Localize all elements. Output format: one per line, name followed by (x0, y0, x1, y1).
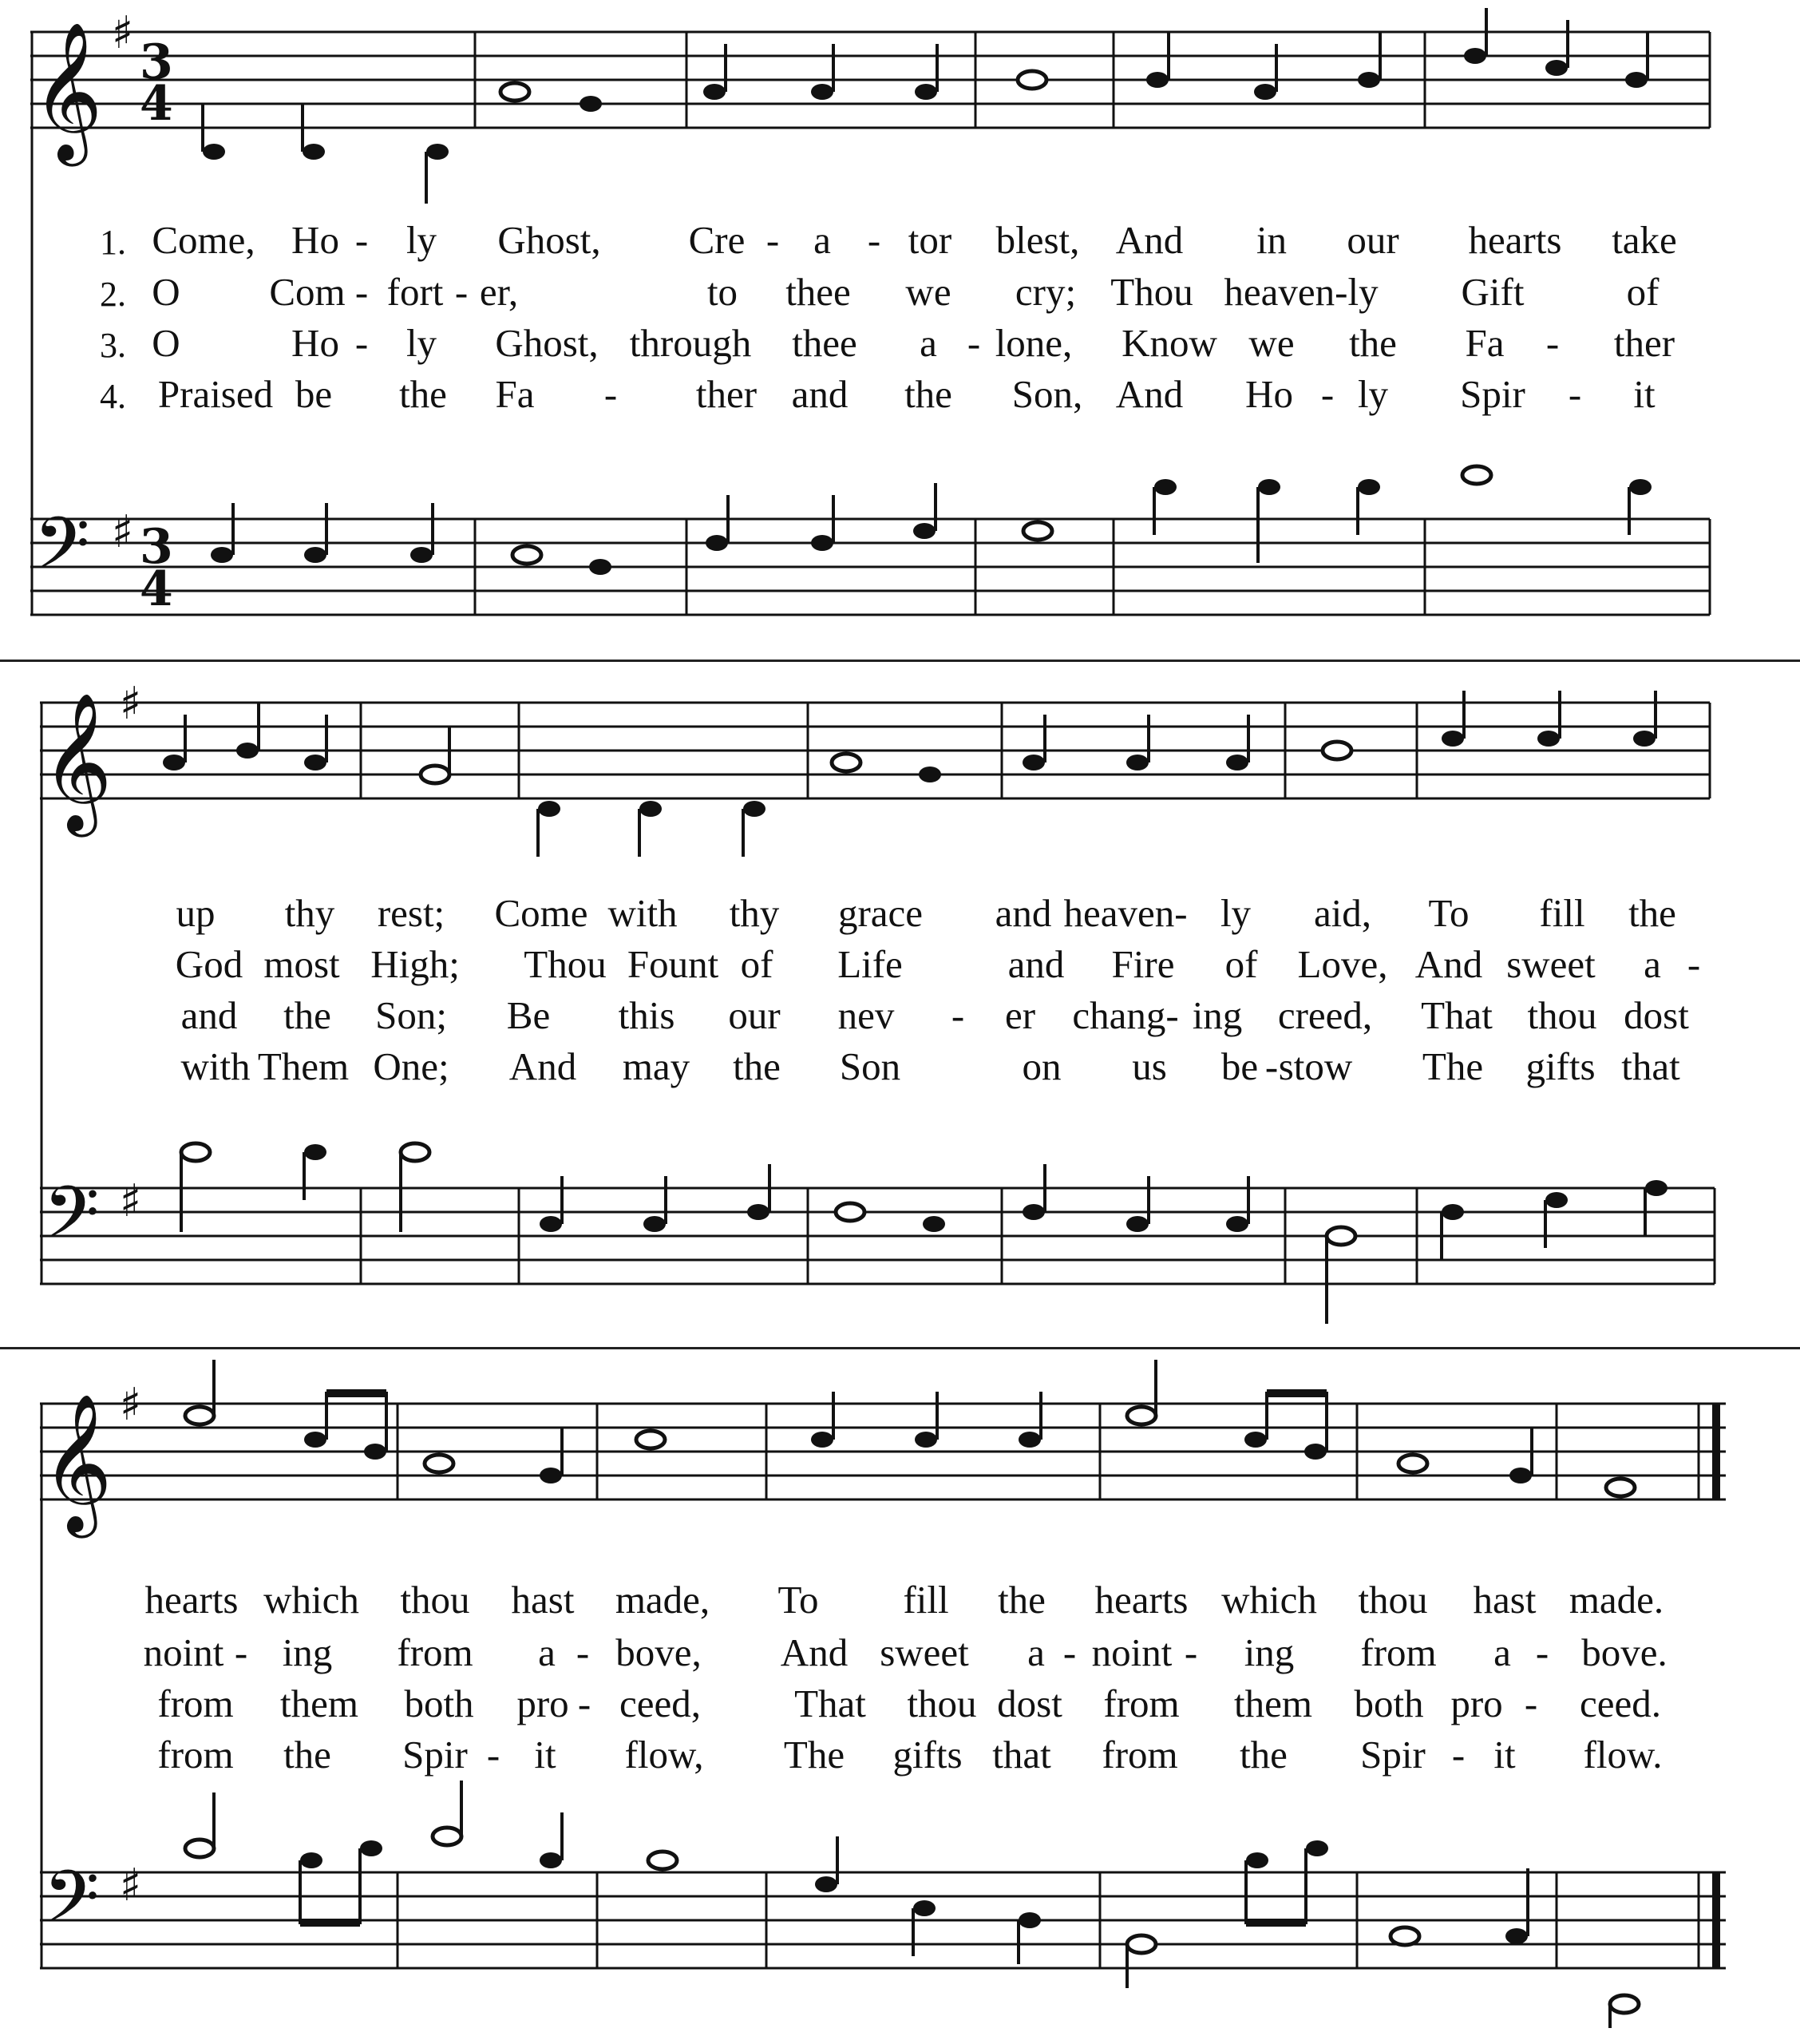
lyric-syllable: ing (282, 1630, 333, 1674)
lyric-syllable: ing (1244, 1630, 1295, 1674)
lyric-syllable: from (1360, 1630, 1437, 1674)
lyric-syllable: a (813, 218, 831, 262)
lyric-syllable: ing (1192, 993, 1243, 1037)
time-signature-bottom: 4 (140, 76, 173, 132)
lyric-syllable: a (538, 1630, 556, 1674)
lyric-syllable: Thou (524, 942, 607, 986)
lyric-syllable: Cre (688, 218, 746, 262)
lyric-syllable: That (1421, 993, 1493, 1037)
lyric-syllable: Spir (1460, 372, 1525, 416)
lyric-syllable: thou (1527, 993, 1597, 1037)
lyric-syllable: Com (269, 270, 346, 314)
lyric-syllable: - (1451, 1733, 1466, 1777)
lyric-syllable: the (1628, 891, 1676, 935)
lyric-syllable: thee (785, 270, 851, 314)
treble-clef-icon: 𝄞 (42, 1393, 113, 1532)
lyric-syllable: Ghost, (495, 321, 599, 365)
lyric-syllable: from (1103, 1682, 1180, 1725)
verse-1-line-3 (0, 1577, 1800, 1625)
lyric-syllable: noint (1091, 1630, 1173, 1674)
lyric-syllable: - (1568, 372, 1582, 416)
lyric-syllable: Life (837, 942, 903, 986)
lyric-syllable: ceed, (619, 1682, 701, 1725)
lyric-syllable: hearts (1468, 218, 1562, 262)
lyric-syllable: - (951, 993, 965, 1037)
lyric-syllable: us (1132, 1044, 1167, 1088)
lyric-syllable: of (1224, 942, 1258, 986)
lyric-syllable: - (1184, 1630, 1198, 1674)
bass-clef-icon: 𝄢 (43, 1855, 100, 1957)
verse-4-line-3 (0, 1732, 1800, 1780)
lyric-syllable: ceed. (1580, 1682, 1661, 1725)
treble-clef-icon: 𝄞 (42, 692, 113, 831)
lyric-syllable: fill (903, 1578, 949, 1622)
lyric-syllable: dost (1624, 993, 1689, 1037)
lyric-syllable: heaven- (1063, 891, 1188, 935)
lyric-syllable: take (1612, 218, 1677, 262)
system-2 (0, 661, 1800, 1346)
lyric-syllable: Ho (1245, 372, 1293, 416)
lyric-syllable: the (904, 372, 952, 416)
lyric-syllable: - (577, 1682, 591, 1725)
lyric-syllable: O (152, 321, 180, 365)
lyric-syllable: the (283, 993, 331, 1037)
lyric-syllable: made, (615, 1578, 710, 1622)
lyric-syllable: from (1102, 1733, 1178, 1777)
lyric-syllable: of (740, 942, 773, 986)
lyric-syllable: most (263, 942, 340, 986)
bass-notes (181, 1143, 1667, 1324)
lyric-syllable: God (175, 942, 243, 986)
verse-3-line-2 (0, 992, 1800, 1040)
lyric-syllable: Ghost, (497, 218, 601, 262)
lyric-syllable: Son (839, 1044, 901, 1088)
lyric-syllable: sweet (1506, 942, 1596, 986)
lyric-syllable: ly (1357, 372, 1389, 416)
treble-notes (203, 8, 1648, 204)
lyric-syllable: Gift (1461, 270, 1525, 314)
verse-number: 1. (100, 223, 126, 262)
lyric-syllable: may (622, 1044, 690, 1088)
lyric-syllable: them (1234, 1682, 1312, 1725)
lyric-syllable: ly (405, 218, 437, 262)
lyric-syllable: hast (511, 1578, 575, 1622)
time-signature-bottom: 4 (140, 561, 173, 617)
lyric-syllable: cry; (1015, 270, 1077, 314)
lyric-syllable: we (1248, 321, 1295, 365)
lyric-syllable: Them (257, 1044, 350, 1088)
lyric-syllable: Fa (1465, 321, 1505, 365)
verse-4-line-2 (0, 1044, 1800, 1091)
lyric-syllable: - (1687, 942, 1701, 986)
lyric-syllable: bove, (615, 1630, 702, 1674)
lyric-syllable: it (1633, 372, 1656, 416)
lyric-syllable: the (283, 1733, 331, 1777)
lyric-syllable: pro (516, 1682, 569, 1725)
bass-notes (211, 466, 1652, 575)
lyric-syllable: and (1007, 942, 1065, 986)
lyric-syllable: it (534, 1733, 556, 1777)
lyric-syllable: Son; (375, 993, 447, 1037)
treble-staff (30, 32, 1710, 128)
lyric-syllable: of (1626, 270, 1660, 314)
lyric-syllable: - (354, 321, 369, 365)
lyric-syllable: with (607, 891, 678, 935)
system-1 (0, 0, 1800, 659)
lyric-syllable: - (576, 1630, 590, 1674)
lyric-syllable: Thou (1110, 270, 1193, 314)
lyric-syllable: the (998, 1578, 1046, 1622)
verse-3-line-1 (0, 320, 1800, 368)
lyric-syllable: the (1240, 1733, 1288, 1777)
verse-1-line-1 (0, 217, 1800, 265)
lyric-syllable: The (783, 1733, 845, 1777)
lyric-syllable: and (791, 372, 849, 416)
lyric-syllable: gifts (892, 1733, 963, 1777)
lyric-syllable: to (706, 270, 738, 314)
lyric-syllable: aid, (1313, 891, 1372, 935)
lyric-syllable: hast (1473, 1578, 1537, 1622)
lyric-syllable: that (992, 1733, 1051, 1777)
lyric-syllable: Love, (1297, 942, 1388, 986)
bass-clef-icon: 𝄢 (43, 1171, 100, 1273)
lyric-syllable: Son, (1011, 372, 1083, 416)
bass-staff (30, 519, 1710, 615)
lyric-syllable: dost (997, 1682, 1062, 1725)
treble-staff (40, 1404, 1726, 1499)
sharp-icon: ♯ (112, 7, 134, 59)
lyric-syllable: Fount (627, 942, 719, 986)
lyric-syllable: Fa (495, 372, 535, 416)
lyric-syllable: thou (907, 1682, 977, 1725)
lyric-syllable: a (1027, 1630, 1045, 1674)
sharp-icon: ♯ (120, 1175, 142, 1227)
lyric-syllable: with (180, 1044, 251, 1088)
lyric-syllable: from (157, 1682, 234, 1725)
lyric-syllable: Spir (402, 1733, 468, 1777)
lyric-syllable: flow. (1583, 1733, 1663, 1777)
lyric-syllable: ther (695, 372, 758, 416)
sharp-icon: ♯ (120, 1379, 142, 1431)
lyric-syllable: hearts (144, 1578, 239, 1622)
lyric-syllable: up (176, 891, 216, 935)
lyric-syllable: - (1535, 1630, 1549, 1674)
lyric-syllable: - (1062, 1630, 1077, 1674)
verse-number: 3. (100, 326, 126, 365)
lyric-syllable: lone, (995, 321, 1073, 365)
verse-2-line-3 (0, 1630, 1800, 1678)
lyric-syllable: and (995, 891, 1052, 935)
lyric-syllable: - (603, 372, 618, 416)
lyric-syllable: be (1220, 1044, 1259, 1088)
lyric-syllable: stow (1278, 1044, 1353, 1088)
lyric-syllable: Know (1122, 321, 1217, 365)
lyric-syllable: that (1621, 1044, 1680, 1088)
lyric-syllable: - (867, 218, 881, 262)
lyric-syllable: Come, (152, 218, 255, 262)
lyric-syllable: gifts (1525, 1044, 1596, 1088)
lyric-syllable: thy (284, 891, 335, 935)
lyric-syllable: pro (1450, 1682, 1503, 1725)
lyric-syllable: grace (837, 891, 924, 935)
lyric-syllable: To (1428, 891, 1470, 935)
system-3 (0, 1349, 1800, 2044)
treble-staff (40, 703, 1710, 798)
lyric-syllable: - (486, 1733, 500, 1777)
lyric-syllable: a (1493, 1630, 1511, 1674)
lyric-syllable: ther (1613, 321, 1675, 365)
lyric-syllable: er, (479, 270, 519, 314)
time-signature-top: 3 (140, 519, 173, 575)
lyric-syllable: - (354, 218, 369, 262)
lyric-syllable: - (1545, 321, 1560, 365)
lyric-syllable: fill (1539, 891, 1585, 935)
lyric-syllable: Fire (1111, 942, 1175, 986)
sharp-icon: ♯ (120, 678, 142, 730)
lyric-syllable: The (1422, 1044, 1484, 1088)
lyric-syllable: both (1354, 1682, 1424, 1725)
verse-1-line-2 (0, 890, 1800, 938)
lyric-syllable: a (1644, 942, 1661, 986)
bass-clef-icon: 𝄢 (34, 501, 90, 604)
lyric-syllable: this (618, 993, 675, 1037)
sharp-icon: ♯ (120, 1860, 142, 1911)
lyric-syllable: And (1115, 218, 1184, 262)
lyric-syllable: tor (908, 218, 952, 262)
lyric-syllable: fort (386, 270, 444, 314)
lyric-syllable: ly (1220, 891, 1252, 935)
lyric-syllable: we (905, 270, 951, 314)
lyric-syllable: thy (729, 891, 780, 935)
verse-3-line-3 (0, 1681, 1800, 1729)
lyric-syllable: - (765, 218, 780, 262)
lyric-syllable: thee (792, 321, 857, 365)
lyric-syllable: - (1264, 1044, 1279, 1088)
lyric-syllable: it (1493, 1733, 1516, 1777)
lyric-syllable: and (180, 993, 238, 1037)
verse-number: 4. (100, 377, 126, 416)
sharp-icon: ♯ (112, 506, 134, 558)
lyric-syllable: thou (1358, 1578, 1428, 1622)
lyric-syllable: bove. (1581, 1630, 1667, 1674)
lyric-syllable: blest, (995, 218, 1080, 262)
lyric-syllable: - (1320, 372, 1335, 416)
lyric-syllable: er (1004, 993, 1036, 1037)
lyric-syllable: the (399, 372, 447, 416)
lyric-syllable: And (780, 1630, 849, 1674)
lyric-syllable: High; (370, 942, 460, 986)
bass-staff (40, 1188, 1715, 1284)
lyric-syllable: rest; (377, 891, 445, 935)
treble-clef-icon: 𝄞 (32, 22, 103, 160)
lyric-syllable: creed, (1277, 993, 1373, 1037)
lyric-syllable: them (280, 1682, 358, 1725)
lyric-syllable: our (728, 993, 781, 1037)
bass-notes (185, 1781, 1639, 2028)
lyric-syllable: in (1256, 218, 1288, 262)
lyric-syllable: Come (494, 891, 588, 935)
verse-number: 2. (100, 275, 126, 314)
lyric-syllable: from (157, 1733, 234, 1777)
lyric-syllable: a (920, 321, 937, 365)
lyric-syllable: from (397, 1630, 473, 1674)
lyric-syllable: ly (405, 321, 437, 365)
lyric-syllable: - (1524, 1682, 1538, 1725)
verse-4-line-1 (0, 371, 1800, 419)
lyric-syllable: chang- (1072, 993, 1179, 1037)
lyric-syllable: which (1221, 1578, 1317, 1622)
verse-2-line-2 (0, 941, 1800, 989)
lyric-syllable: nev (837, 993, 895, 1037)
lyric-syllable: O (152, 270, 180, 314)
lyric-syllable: thou (400, 1578, 470, 1622)
lyric-syllable: - (354, 270, 369, 314)
time-signature-top: 3 (140, 34, 173, 90)
lyric-syllable: which (263, 1578, 359, 1622)
bass-staff (40, 1872, 1726, 1968)
lyric-syllable: Spir (1360, 1733, 1426, 1777)
lyric-syllable: made. (1569, 1578, 1664, 1622)
lyric-syllable: through (629, 321, 752, 365)
lyric-syllable: - (234, 1630, 248, 1674)
lyric-syllable: Ho (291, 218, 339, 262)
lyric-syllable: One; (373, 1044, 449, 1088)
lyric-syllable: And (508, 1044, 577, 1088)
lyric-syllable: To (777, 1578, 819, 1622)
verse-2-line-1 (0, 269, 1800, 317)
lyric-syllable: on (1022, 1044, 1062, 1088)
lyric-syllable: And (1414, 942, 1483, 986)
lyric-syllable: Ho (291, 321, 339, 365)
lyric-syllable: That (794, 1682, 866, 1725)
lyric-syllable: sweet (880, 1630, 969, 1674)
lyric-syllable: the (1349, 321, 1397, 365)
lyric-syllable: heaven-ly (1224, 270, 1379, 314)
lyric-syllable: our (1347, 218, 1399, 262)
lyric-syllable: flow, (624, 1733, 704, 1777)
lyric-syllable: noint (143, 1630, 224, 1674)
lyric-syllable: both (404, 1682, 474, 1725)
lyric-syllable: - (454, 270, 469, 314)
lyric-syllable: And (1115, 372, 1184, 416)
lyric-syllable: the (733, 1044, 781, 1088)
lyric-syllable: be (295, 372, 333, 416)
lyric-syllable: Praised (157, 372, 274, 416)
lyric-syllable: Be (506, 993, 551, 1037)
lyric-syllable: - (967, 321, 981, 365)
lyric-syllable: hearts (1094, 1578, 1189, 1622)
